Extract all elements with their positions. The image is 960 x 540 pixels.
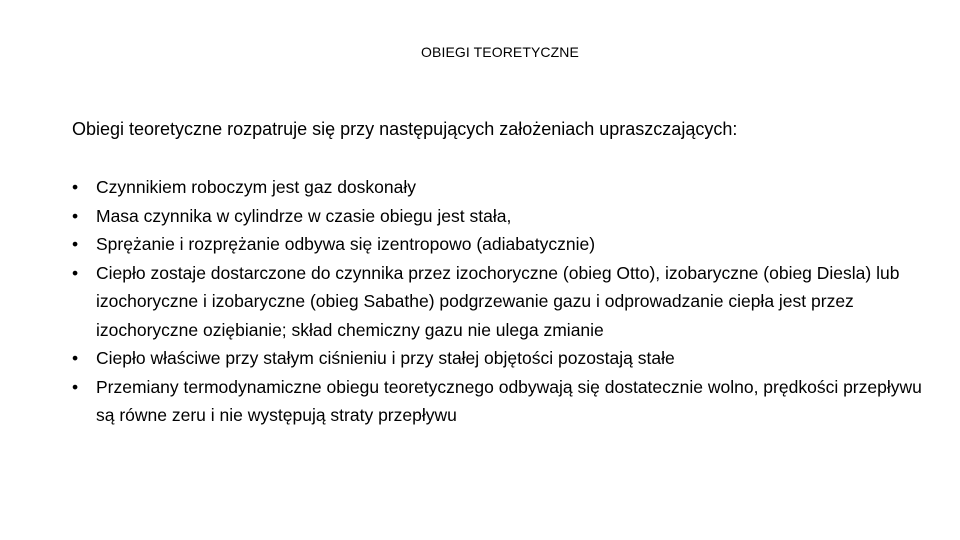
bullet-icon: • bbox=[72, 348, 79, 368]
list-item bbox=[72, 344, 938, 373]
bullet-icon: • bbox=[72, 234, 79, 254]
list-item bbox=[72, 202, 938, 231]
list-item-text: Sprężanie i rozprężanie odbywa się izentropowo (adiabatycznie) bbox=[96, 234, 596, 254]
list-item-text: Ciepło właściwe przy stałym ciśnieniu i przy stałej objętości pozostają stałe bbox=[96, 348, 675, 368]
bullet-list bbox=[72, 173, 938, 430]
slide-title: OBIEGI TEORETYCZNE bbox=[421, 44, 579, 60]
list-item-text: Przemiany termodynamiczne obiegu teoretycznego odbywają się dostatecznie wolno, prędkości przepływu są równe zeru i nie występują straty przepływu bbox=[96, 376, 922, 425]
list-item-text: Ciepło zostaje dostarczone do czynnika przez izochoryczne (obieg Otto), izobaryczne (obieg Diesla) lub izochoryczne i izobaryczne (obieg Sabathe) podgrzewanie gazu i odprowadzanie ciepła jest przez izochoryczne oziębianie; skład chemiczny gazu nie ulega zmianie bbox=[96, 262, 900, 340]
list-item-text: Czynnikiem roboczym jest gaz doskonały bbox=[96, 177, 416, 197]
bullet-icon: • bbox=[72, 177, 79, 197]
list-item bbox=[72, 259, 938, 345]
intro-text: Obiegi teoretyczne rozpatruje się przy następujących założeniach upraszczających: bbox=[72, 119, 738, 139]
list-item bbox=[72, 373, 938, 430]
bullet-icon: • bbox=[72, 262, 79, 283]
bullet-icon: • bbox=[72, 376, 79, 397]
list-item bbox=[72, 173, 938, 202]
list-item bbox=[72, 230, 938, 259]
list-item-text: Masa czynnika w cylindrze w czasie obiegu jest stała, bbox=[96, 205, 512, 226]
bullet-icon: • bbox=[72, 205, 79, 226]
